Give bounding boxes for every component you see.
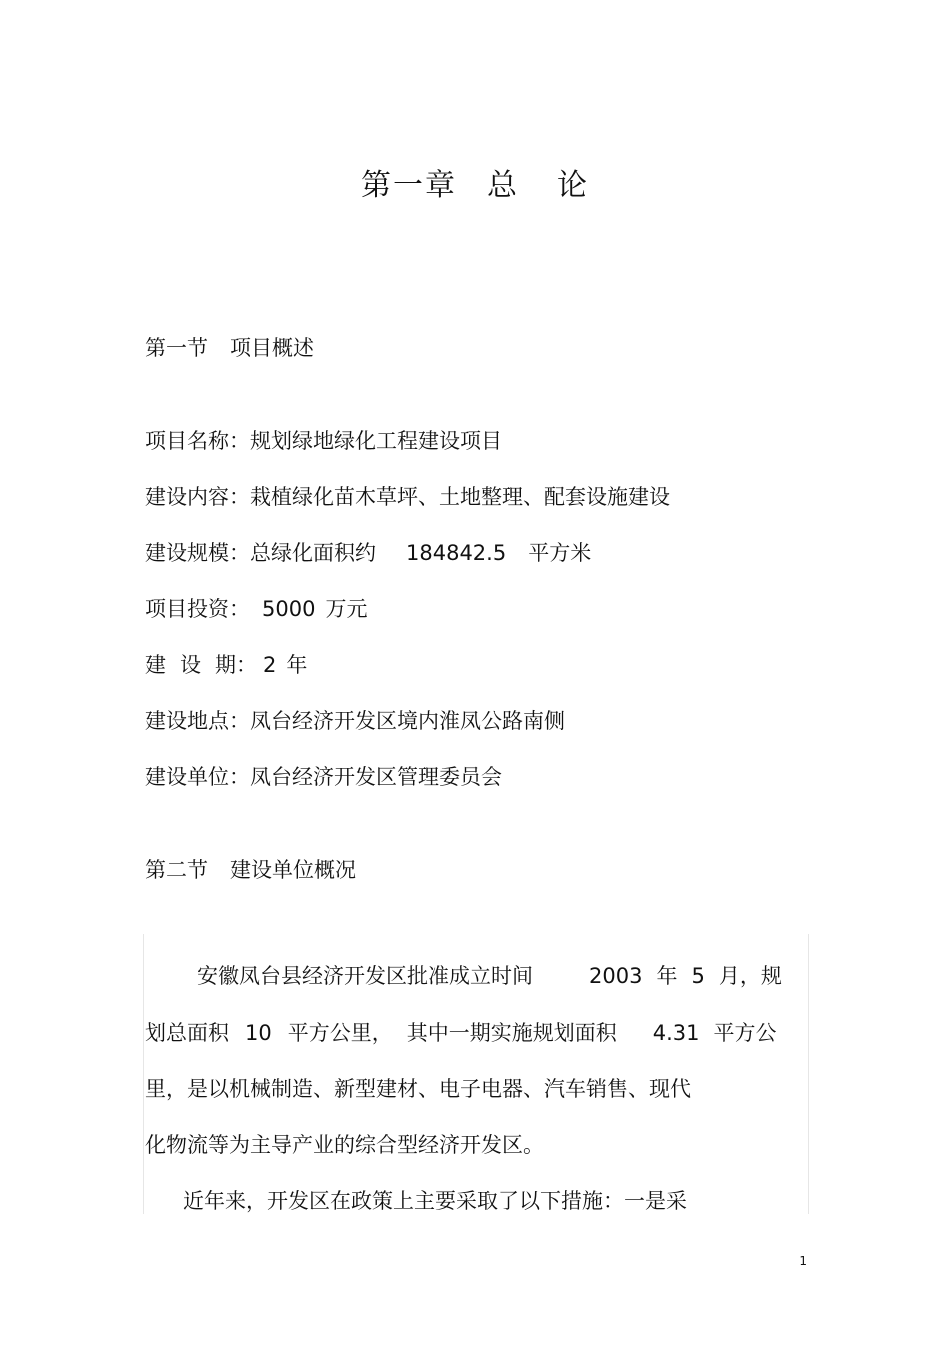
section-heading-1 — [145, 332, 314, 362]
info-value: 规划绿地绿化工程建设项目 — [250, 429, 502, 453]
info-construction-period — [145, 649, 307, 679]
paragraph-line — [145, 1073, 805, 1103]
info-label: 建设内容： — [145, 485, 250, 509]
info-construction-scale — [145, 537, 591, 567]
text-run: 平方公 — [713, 1021, 777, 1045]
text-run: 化物流等为主导产业的综合型经济开发区。 — [145, 1133, 544, 1157]
chapter-title-char-1: 总 — [487, 168, 519, 203]
paragraph-line — [145, 1017, 805, 1047]
info-value: 凤台经济开发区境内淮凤公路南侧 — [250, 709, 565, 733]
period-number: 2 — [263, 653, 277, 677]
text-number: 2003 — [589, 964, 643, 988]
paragraph-line — [145, 1185, 805, 1215]
text-run: 月，规 — [718, 964, 782, 988]
text-number: 5 — [691, 964, 705, 988]
info-value: 栽植绿化苗木草坪、土地整理、配套设施建设 — [250, 485, 670, 509]
label-char: 建 — [145, 653, 166, 677]
info-label: 建设单位： — [145, 765, 250, 789]
info-label: 建设规模： — [145, 541, 250, 565]
text-run: 年 — [656, 964, 678, 988]
info-construction-unit — [145, 761, 502, 791]
scale-number: 184842.5 — [406, 541, 507, 565]
text-number: 10 — [245, 1021, 272, 1045]
info-label: 项目名称： — [145, 429, 250, 453]
investment-unit: 万元 — [325, 597, 368, 621]
section-title: 建设单位概况 — [230, 858, 356, 882]
page-number: 1 — [799, 1254, 807, 1268]
info-label — [145, 653, 263, 677]
section-number: 第二节 — [145, 858, 208, 882]
paragraph-line — [145, 1129, 805, 1159]
info-value: 总绿化面积约 — [250, 541, 376, 565]
chapter-title-char-2: 论 — [557, 168, 589, 203]
chapter-title — [0, 160, 950, 204]
text-number: 4.31 — [652, 1021, 700, 1045]
period-unit: 年 — [286, 653, 308, 677]
section-heading-2 — [145, 854, 356, 884]
label-char: 期： — [215, 653, 257, 677]
info-location — [145, 705, 565, 735]
info-project-name — [145, 425, 502, 455]
text-run: 安徽凤台县经济开发区批准成立时间 — [197, 964, 533, 988]
scale-unit: 平方米 — [528, 541, 592, 565]
text-run: 划总面积 — [145, 1021, 229, 1045]
chapter-number: 第一章 — [361, 168, 457, 203]
section-title: 项目概述 — [230, 336, 314, 360]
info-label: 建设地点： — [145, 709, 250, 733]
label-char: 设 — [180, 653, 201, 677]
text-run: 其中一期实施规划面积 — [406, 1021, 617, 1045]
paragraph-line — [145, 960, 805, 990]
info-label: 项目投资： — [145, 597, 250, 621]
info-value: 凤台经济开发区管理委员会 — [250, 765, 502, 789]
text-run: 近年来，开发区在政策上主要采取了以下措施：一是采 — [183, 1189, 687, 1213]
text-run: 平方公里， — [287, 1021, 393, 1045]
text-run: 里，是以机械制造、新型建材、电子电器、汽车销售、现代 — [145, 1077, 691, 1101]
info-construction-content — [145, 481, 670, 511]
section-number: 第一节 — [145, 336, 208, 360]
info-investment — [145, 593, 367, 623]
investment-number: 5000 — [262, 597, 316, 621]
